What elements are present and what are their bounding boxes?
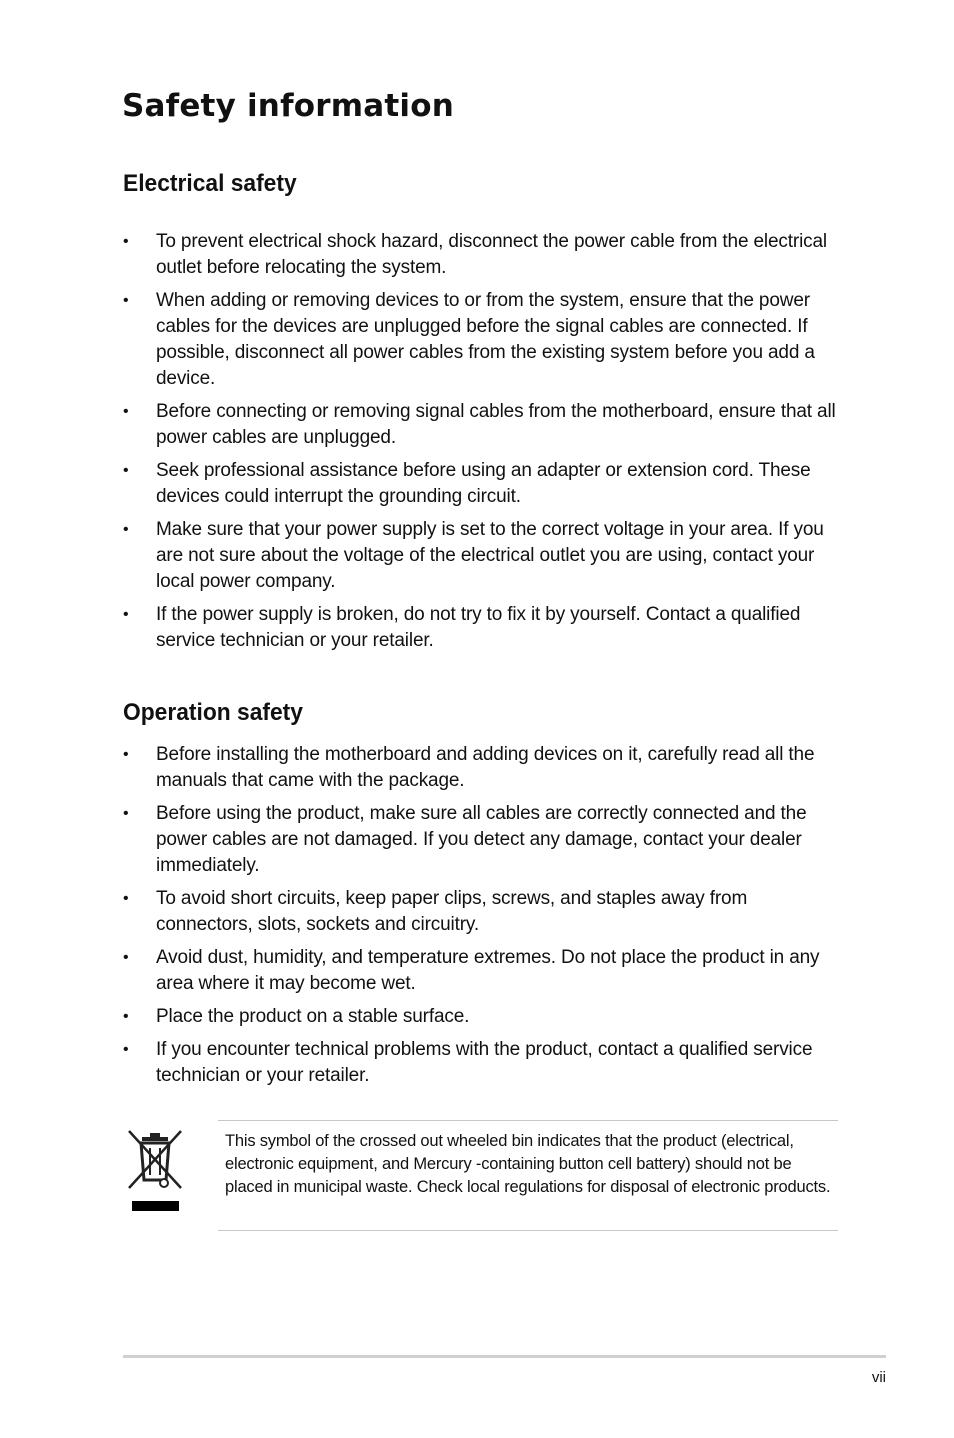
bullet-icon: • [123,805,129,822]
list-item-text: Avoid dust, humidity, and temperature extremes. Do not place the product in any area where it may become wet. [156,947,820,994]
list-item [123,1037,843,1089]
list-item [123,801,843,879]
list-item [123,602,843,654]
list-item [123,288,843,392]
bullet-icon: • [123,403,129,420]
electrical-safety-list [123,229,843,661]
list-item [123,229,843,281]
operation-safety-heading: Operation safety [123,699,303,726]
list-item [123,517,843,595]
bullet-icon: • [123,606,129,623]
list-item-text: Before using the product, make sure all cables are correctly connected and the power cables are not damaged. If you detect any damage, contact your dealer immediately. [156,803,807,876]
list-item-text: To avoid short circuits, keep paper clips, screws, and staples away from connectors, slots, sockets and circuitry. [156,888,748,935]
bullet-icon: • [123,949,129,966]
list-item-text: Make sure that your power supply is set to the correct voltage in your area. If you are not sure about the voltage of the electrical outlet you are using, contact your local power company. [156,519,824,592]
list-item-text: If the power supply is broken, do not try to fix it by yourself. Contact a qualified service technician or your retailer. [156,604,801,651]
list-item-text: Place the product on a stable surface. [156,1006,470,1027]
list-item-text: When adding or removing devices to or from the system, ensure that the power cables for the devices are unplugged before the signal cables are connected. If possible, disconnect all power cables from the existing system before you add a device. [156,290,815,389]
list-item-text: Seek professional assistance before using an adapter or extension cord. These devices could interrupt the grounding circuit. [156,460,811,507]
list-item [123,458,843,510]
footer-divider [123,1355,886,1358]
page-title: Safety information [122,88,454,124]
electrical-safety-heading: Electrical safety [123,170,297,197]
crossed-out-wheeled-bin-icon [126,1128,184,1214]
list-item [123,945,843,997]
bullet-icon: • [123,233,129,250]
bullet-icon: • [123,746,129,763]
list-item [123,1004,843,1030]
list-item-text: Before connecting or removing signal cables from the motherboard, ensure that all power cables are unplugged. [156,401,836,448]
bullet-icon: • [123,890,129,907]
page-number: vii [871,1369,886,1386]
operation-safety-list [123,742,843,1096]
bullet-icon: • [123,292,129,309]
list-item-text: Before installing the motherboard and adding devices on it, carefully read all the manuals that came with the package. [156,744,815,791]
bullet-icon: • [123,1041,129,1058]
bullet-icon: • [123,462,129,479]
weee-notice [218,1120,838,1231]
list-item [123,742,843,794]
bullet-icon: • [123,1008,129,1025]
weee-notice-text: This symbol of the crossed out wheeled bin indicates that the product (electrical, electronic equipment, and Mercury -containing button cell battery) should not be placed in municipal waste. Check local regulations for disposal of electronic products. [225,1132,831,1196]
list-item [123,399,843,451]
list-item-text: To prevent electrical shock hazard, disconnect the power cable from the electrical outlet before relocating the system. [156,231,827,278]
list-item [123,886,843,938]
bullet-icon: • [123,521,129,538]
list-item-text: If you encounter technical problems with the product, contact a qualified service technician or your retailer. [156,1039,813,1086]
